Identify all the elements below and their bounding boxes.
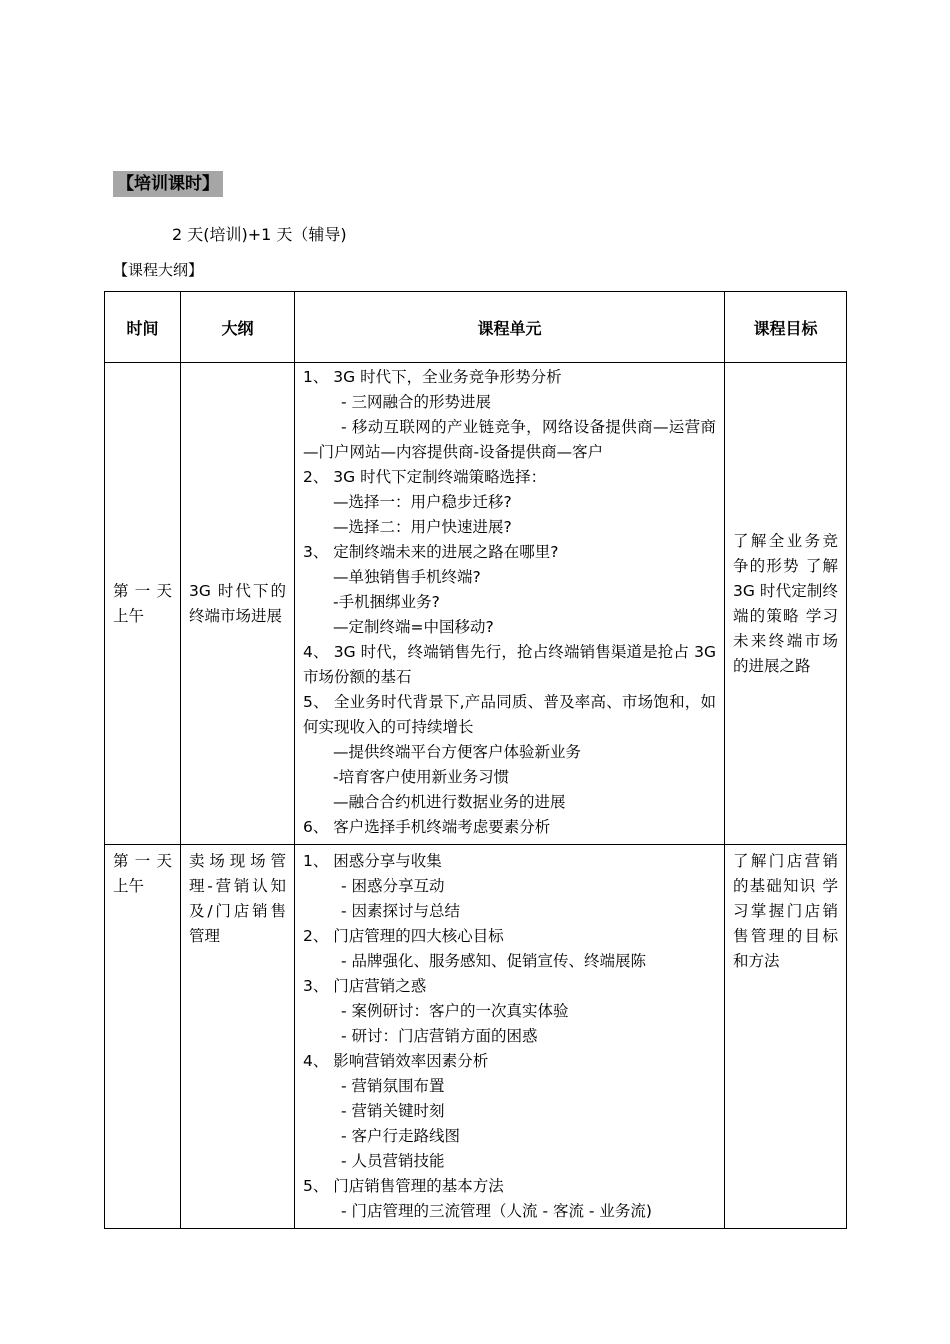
- training-duration: 2 天(培训)+1 天（辅导): [172, 225, 347, 244]
- unit-line: - 营销氛围布置: [341, 1077, 445, 1095]
- unit-line: 2、 3G 时代下定制终端策略选择：: [303, 468, 547, 486]
- unit-line: - 三网融合的形势进展: [341, 393, 492, 411]
- table-row: [105, 845, 847, 1229]
- table-row: [105, 363, 847, 845]
- goals-text: 了解门店营销的基础知识 学习掌握门店销售管理的目标和方法: [733, 852, 838, 970]
- course-outline-title: 【课程大纲】: [113, 261, 204, 279]
- unit-line: - 品牌强化、服务感知、促销宣传、终端展陈: [341, 952, 647, 970]
- unit-line: 4、 影响营销效率因素分析: [303, 1052, 489, 1070]
- unit-line: 3、 门店营销之惑: [303, 977, 427, 995]
- cell-outline: [181, 363, 295, 845]
- unit-line: —单独销售手机终端?: [333, 568, 481, 586]
- goals-text: 了解全业务竞争的形势 了解 3G 时代定制终端的策略 学习未来终端市场的进展之路: [733, 531, 838, 675]
- unit-line: - 客户行走路线图: [341, 1127, 461, 1145]
- cell-outline: [181, 845, 295, 1229]
- header-outline: 大纲: [181, 292, 295, 363]
- unit-line: 1、 困惑分享与收集: [303, 852, 442, 870]
- unit-line: 5、 全业务时代背景下,产品同质、普及率高、市场饱和，如何实现收入的可持续增长: [303, 693, 716, 736]
- unit-line: 1、 3G 时代下，全业务竞争形势分析: [303, 368, 562, 386]
- unit-line: 5、 门店销售管理的基本方法: [303, 1177, 504, 1195]
- header-goals: 课程目标: [725, 292, 847, 363]
- cell-units: [295, 363, 725, 845]
- unit-line: —定制终端=中国移动?: [333, 618, 494, 636]
- cell-goals: [725, 363, 847, 845]
- outline-text: 3G 时代下的终端市场进展: [189, 581, 286, 625]
- unit-line: —提供终端平台方便客户体验新业务: [333, 743, 582, 761]
- unit-line: —选择一：用户稳步迁移?: [333, 493, 512, 511]
- time-text: 第 一 天 上午: [113, 852, 172, 895]
- course-outline-table: [104, 291, 847, 1229]
- cell-units: [295, 845, 725, 1229]
- unit-line: 6、 客户选择手机终端考虑要素分析: [303, 818, 551, 836]
- unit-line: 3、 定制终端未来的进展之路在哪里?: [303, 543, 559, 561]
- cell-time: [105, 845, 181, 1229]
- table-header-row: [105, 292, 847, 363]
- unit-line: -手机捆绑业务?: [333, 593, 440, 611]
- unit-line: - 困惑分享互动: [341, 877, 445, 895]
- unit-line: - 门店管理的三流管理（人流 - 客流 - 业务流): [341, 1202, 652, 1220]
- outline-text: 卖场现场管理-营销认知及/门店销售管理: [189, 852, 286, 945]
- unit-line: - 人员营销技能: [341, 1152, 445, 1170]
- time-text: 第 一 天 上午: [113, 581, 172, 625]
- cell-goals: [725, 845, 847, 1229]
- unit-line: - 研讨：门店营销方面的困惑: [341, 1027, 538, 1045]
- unit-line: —选择二：用户快速进展?: [333, 518, 512, 536]
- unit-line: -培育客户使用新业务习惯: [333, 768, 510, 786]
- header-time: 时间: [105, 292, 181, 363]
- unit-line: 2、 门店管理的四大核心目标: [303, 927, 504, 945]
- section-title-training-hours: 【培训课时】: [113, 171, 223, 197]
- unit-line: - 案例研讨：客户的一次真实体验: [341, 1002, 569, 1020]
- unit-line: - 移动互联网的产业链竞争，网络设备提供商—运营商—门户网站—内容提供商-设备提供商—客户: [303, 418, 716, 461]
- unit-line: —融合合约机进行数据业务的进展: [333, 793, 566, 811]
- unit-line: - 因素探讨与总结: [341, 902, 461, 920]
- unit-line: 4、 3G 时代，终端销售先行，抢占终端销售渠道是抢占 3G 市场份额的基石: [303, 643, 716, 686]
- header-units: 课程单元: [295, 292, 725, 363]
- cell-time: [105, 363, 181, 845]
- unit-line: - 营销关键时刻: [341, 1102, 445, 1120]
